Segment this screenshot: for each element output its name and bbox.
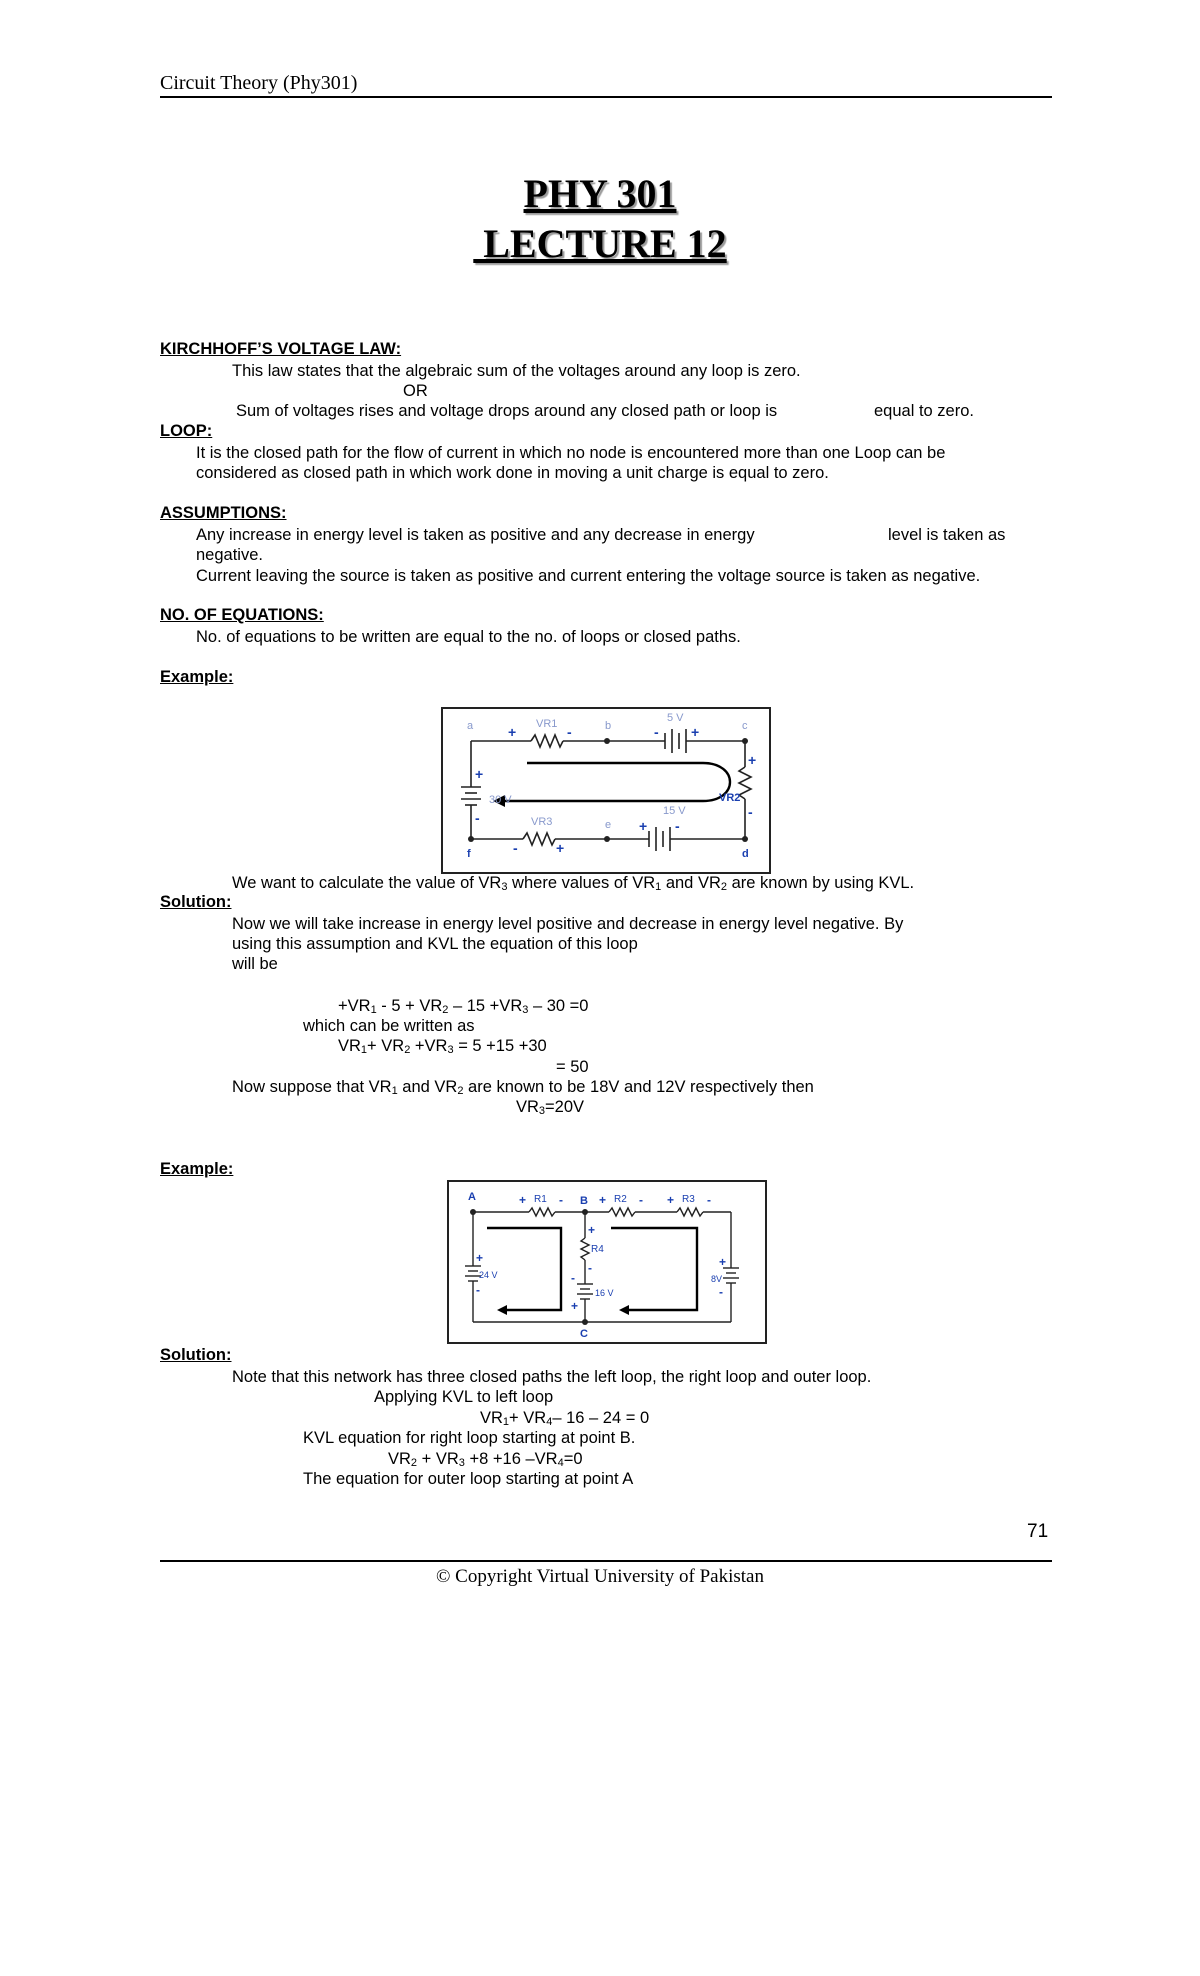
vr3-minus-sign: - [513, 840, 518, 856]
kvl-statement: This law states that the algebraic sum of the voltages around any loop is zero. [232, 362, 801, 380]
example-1-solution-line-3: will be [232, 955, 278, 973]
source-16v-minus-sign: - [571, 1271, 575, 1285]
node-C-label: C [580, 1328, 588, 1340]
source-5v-minus-sign: - [654, 724, 659, 740]
example-2-equation-2: $VR_2 + VR_3 +8 +16$ $-VR_4=0$ [388, 1450, 583, 1469]
source-16v-plus-sign: + [571, 1299, 579, 1313]
node-c-label: c [742, 720, 748, 732]
example-2-line-3: KVL equation for right loop starting at point B. [303, 1429, 636, 1447]
assumption-1: Any increase in energy level is taken as positive and any decrease in energy [196, 526, 755, 544]
node-f-label: f [467, 848, 471, 860]
assumptions-heading: ASSUMPTIONS: [160, 504, 287, 522]
example-2-line-1: Note that this network has three closed paths the left loop, the right loop and outer loop. [232, 1368, 872, 1386]
source-15v-plus-sign: + [639, 818, 648, 834]
source-16v-label: 16 V [595, 1288, 614, 1298]
kvl-heading: KIRCHHOFF’S VOLTAGE LAW: [160, 340, 402, 358]
vr3-label: VR3 [531, 816, 553, 828]
r2-plus-sign: + [599, 1193, 607, 1207]
source-8v-label: 8V [711, 1274, 723, 1284]
example-2-line-4: The equation for outer loop starting at point A [303, 1470, 634, 1488]
loop-line-1: It is the closed path for the flow of current in which no node is encountered more than one Loop can be [196, 444, 946, 462]
assumption-1-cont: negative. [196, 546, 263, 564]
example-1-intro: We want to calculate the value of $VR_3$ where values of $VR_1$ and $VR_2$ are known by using KVL. [232, 874, 915, 893]
source-8v-minus-sign: - [719, 1285, 723, 1299]
source-8v-plus-sign: + [719, 1255, 727, 1269]
source-15v-minus-sign: - [675, 818, 680, 834]
running-header: Circuit Theory (Phy301) [160, 72, 358, 94]
source-5v-plus-sign: + [691, 724, 700, 740]
example-1-equation-3: = 50 [556, 1058, 589, 1076]
example-1-equation-1: $+VR_1 - 5 + VR_2 - 15 +VR_3 - 30 =0$ [338, 997, 589, 1016]
r4-minus-sign: - [588, 1261, 592, 1275]
node-a-label: a [467, 720, 474, 732]
r3-label: R3 [682, 1194, 695, 1205]
equations-line: No. of equations to be written are equal to the no. of loops or closed paths. [196, 628, 741, 646]
vr1-minus-sign: - [567, 724, 572, 740]
example-1-solution-line-2: using this assumption and KVL the equation of this loop [232, 935, 638, 953]
example-2-circuit-diagram [449, 1182, 765, 1342]
node-b-label: b [605, 720, 612, 732]
example-1-heading: Example: [160, 668, 234, 686]
node-B-label: B [580, 1195, 588, 1207]
example-1-equation-2: $VR_1+ VR_2 +VR_3 = 5 +15 +30$ [338, 1037, 547, 1056]
node-d-label: d [742, 848, 749, 860]
example-1-result: $VR_3=20V$ [516, 1098, 585, 1117]
assumption-1-end: level is taken as [888, 526, 1006, 544]
vr2-minus-sign: - [748, 804, 753, 820]
r4-plus-sign: + [588, 1223, 596, 1237]
example-1-equation-text: which can be written as [303, 1017, 475, 1035]
vr3-plus-sign: + [556, 840, 565, 856]
source-15v-label: 15 V [663, 805, 686, 817]
r3-minus-sign: - [707, 1193, 711, 1207]
vr1-plus-sign: + [508, 724, 517, 740]
vr2-label: VR2 [719, 792, 741, 804]
kvl-alt-statement: Sum of voltages rises and voltage drops around any closed path or loop is [236, 402, 778, 420]
kvl-or: OR [403, 382, 428, 400]
source-5v-label: 5 V [667, 712, 684, 724]
source-30v-label: 30 V [489, 794, 512, 806]
r4-label: R4 [591, 1244, 604, 1255]
example-2-solution-heading: Solution: [160, 1346, 232, 1364]
source-24v-label: 24 V [479, 1270, 498, 1280]
source-24v-plus-sign: + [476, 1251, 484, 1265]
assumption-2: Current leaving the source is taken as positive and current entering the voltage source is taken as negative. [196, 567, 981, 585]
title-course: PHY 301 [523, 171, 677, 216]
source-24v-minus-sign: - [476, 1283, 480, 1297]
example-2-heading: Example: [160, 1160, 234, 1178]
r1-plus-sign: + [519, 1193, 527, 1207]
copyright-notice: © Copyright Virtual University of Pakistan [435, 1566, 764, 1587]
example-1-circuit-diagram [443, 709, 769, 872]
title-lecture: LECTURE 12 [473, 221, 727, 266]
example-2-equation-1: $VR_1+ VR_4-$ 16 – 24 = 0 [480, 1409, 650, 1428]
kvl-alt-statement-end: equal to zero. [874, 402, 974, 420]
page-number: 71 [1027, 1521, 1049, 1542]
r3-plus-sign: + [667, 1193, 675, 1207]
vr2-plus-sign: + [748, 752, 757, 768]
loop-line-2: considered as closed path in which work done in moving a unit charge is equal to zero. [196, 464, 829, 482]
r2-minus-sign: - [639, 1193, 643, 1207]
loop-heading: LOOP: [160, 422, 213, 440]
source-30v-minus-sign: - [475, 810, 480, 826]
r2-label: R2 [614, 1194, 627, 1205]
example-2-circuit-figure [447, 1180, 767, 1344]
header-rule [160, 96, 1052, 98]
node-A-label: A [468, 1191, 476, 1203]
example-1-solution-line-1: Now we will take increase in energy level positive and decrease in energy level negative. By [232, 915, 904, 933]
r1-label: R1 [534, 1194, 547, 1205]
source-30v-plus-sign: + [475, 766, 484, 782]
example-1-suppose: Now suppose that $VR_1$ and $VR_2$ are known to be 18V and 12V respectively then [232, 1078, 814, 1097]
vr1-label: VR1 [536, 718, 558, 730]
equations-heading: NO. OF EQUATIONS: [160, 606, 324, 624]
r1-minus-sign: - [559, 1193, 563, 1207]
footer-rule [160, 1560, 1052, 1562]
example-1-circuit-figure [441, 707, 771, 874]
example-2-line-2: Applying KVL to left loop [374, 1388, 554, 1406]
example-1-solution-heading: Solution: [160, 893, 232, 911]
node-e-label: e [605, 819, 612, 831]
